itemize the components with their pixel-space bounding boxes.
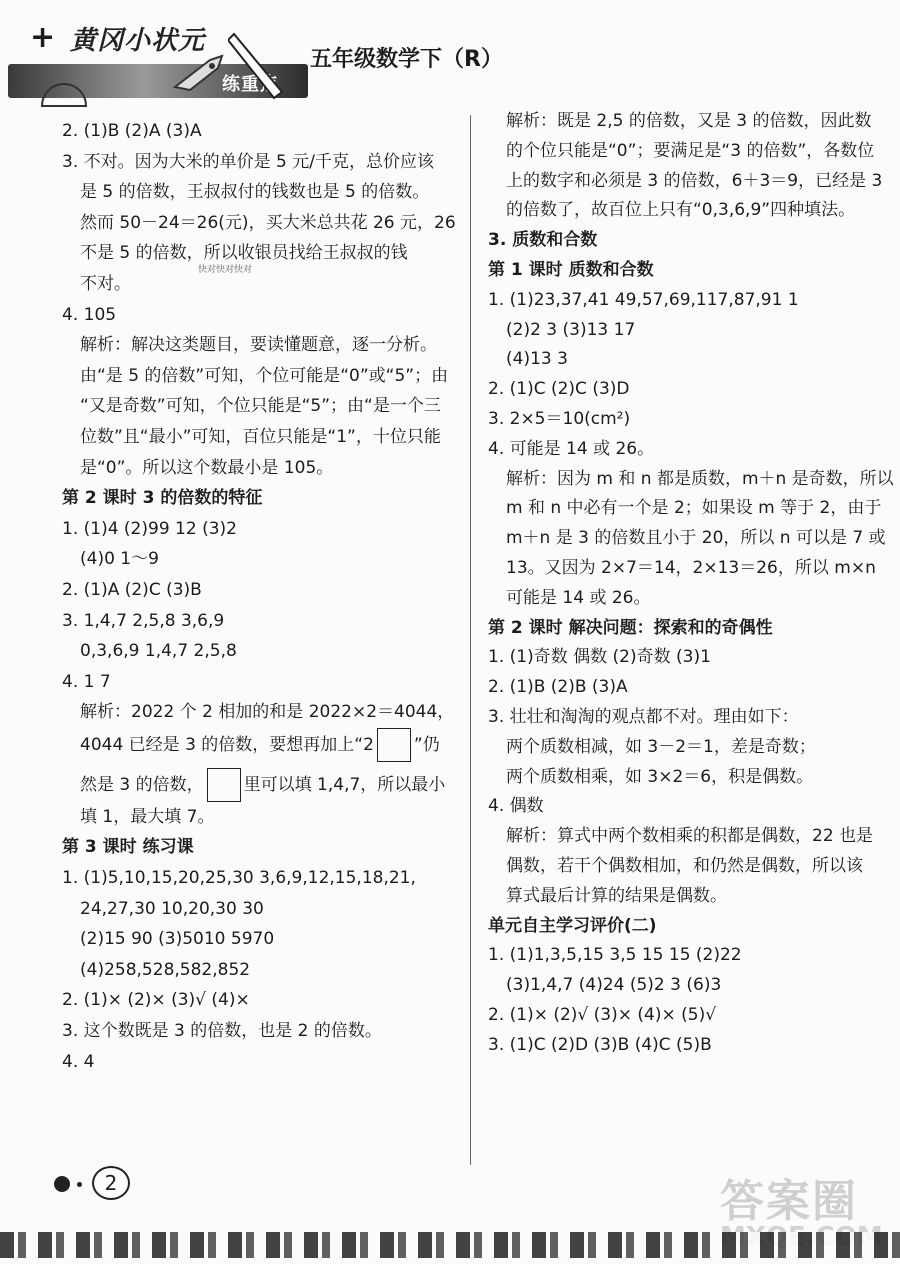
box-line-2 [62,768,462,802]
answer-line: 2. (1)B (2)B (3)A [488,677,628,698]
answer-line: 0,3,6,9 1,4,7 2,5,8 [80,641,237,662]
answer-line: 不是 5 的倍数，所以收银员找给王叔叔的钱 [80,243,408,264]
answer-line: 4. 可能是 14 或 26。 [488,438,655,459]
answer-line: 填 1，最大填 7。 [80,806,215,827]
section-heading: 第 1 课时 质数和合数 [488,259,654,280]
answer-line: (4)0 1～9 [80,549,159,570]
answer-line: 然而 50－24＝26(元)，买大米总共花 26 元，26 [80,212,456,233]
answer-line: 是“0”。所以这个数最小是 105。 [80,457,334,478]
answer-line: 3. 不对。因为大米的单价是 5 元/千克，总价应该 [62,151,434,172]
section-heading: 第 2 课时 解决问题：探索和的奇偶性 [488,617,773,638]
box-line-1 [62,728,462,762]
answer-line: 3. 这个数既是 3 的倍数，也是 2 的倍数。 [62,1021,382,1042]
answer-line: 24,27,30 10,20,30 30 [80,898,264,919]
answer-line: 解析：既是 2,5 的倍数，又是 3 的倍数，因此数 [506,111,872,131]
answer-line: 解析：解决这类题目，要读懂题意，逐一分析。 [80,335,437,356]
answer-line: 可能是 14 或 26。 [506,587,651,608]
site-watermark: 答案圈 [720,1176,858,1227]
plus-mark: + [30,20,56,55]
answer-line: 2. (1)C (2)C (3)D [488,379,630,400]
answer-line: (4)258,528,582,852 [80,959,251,980]
bullet-dot [54,1176,70,1192]
answer-line: 4. 偶数 [488,796,544,817]
text-fragment: 然是 3 的倍数， [80,774,204,795]
right-column [488,107,898,1061]
small-dot [77,1182,82,1187]
answer-line: 解析：算式中两个数相乘的积都是偶数，22 也是 [506,826,874,847]
stamp-watermark: 快对快对快对 [198,265,253,275]
grade-title: 五年级数学下（R） [310,47,503,72]
page-number-badge [44,1160,184,1200]
answer-line: 的倍数了，故百位上只有“0,3,6,9”四种填法。 [506,200,856,221]
answer-line: 4. 4 [62,1051,95,1072]
brand-logo-text: 黄冈小状元 [70,26,206,56]
answer-line: 1. (1)奇数 偶数 (2)奇数 (3)1 [488,647,711,668]
answer-line: 1. (1)5,10,15,20,25,30 3,6,9,12,15,18,21, [62,868,416,889]
answer-line: 2. (1)× (2)√ (3)× (4)× (5)√ [488,1004,717,1025]
text-fragment: 4044 已经是 3 的倍数，要想再加上“2 [80,734,374,755]
answer-line: 1. (1)23,37,41 49,57,69,117,87,91 1 [488,289,799,310]
brand-subtitle: 练重点 [222,74,279,95]
page-number: 2 [92,1166,130,1200]
answer-line: 2. (1)B (2)A (3)A [62,121,202,141]
answer-line: 13。又因为 2×7＝14，2×13＝26，所以 m×n [506,557,876,578]
answer-line: 3. 1,4,7 2,5,8 3,6,9 [62,610,225,631]
text-fragment: ”仍 [413,734,440,755]
answer-line: 位数”且“最小”可知，百位只能是“1”，十位只能 [80,426,441,447]
answer-line: 3. 壮壮和淘淘的观点都不对。理由如下： [488,706,799,727]
answer-line: 2. (1)A (2)C (3)B [62,579,202,600]
answer-line: 1. (1)1,3,5,15 3,5 15 15 (2)22 [488,945,742,966]
answer-line: (4)13 3 [506,349,568,370]
answer-line: 3. 2×5＝10(cm²) [488,408,631,429]
protractor-icon [40,70,90,110]
bottom-edge-strip [0,1232,900,1258]
answer-line: 两个质数相减，如 3－2＝1，差是奇数； [506,736,816,757]
answer-line: 解析：因为 m 和 n 都是质数，m＋n 是奇数，所以 [506,468,894,489]
answer-line: 2. (1)× (2)× (3)√ (4)× [62,990,250,1011]
answer-line: 3. (1)C (2)D (3)B (4)C (5)B [488,1034,712,1055]
answer-line: 是 5 的倍数，王叔叔付的钱数也是 5 的倍数。 [80,182,430,203]
answer-line: 4. 1 7 [62,671,111,692]
answer-line: m＋n 是 3 的倍数且小于 20，所以 n 可以是 7 或 [506,528,886,549]
blank-box [207,768,241,802]
answer-line: 不对。 [80,273,131,294]
answer-line: (2)2 3 (3)13 17 [506,319,636,340]
column-divider [470,115,471,1165]
answer-line: (2)15 90 (3)5010 5970 [80,929,275,950]
answer-line: 由“是 5 的倍数”可知，个位可能是“0”或“5”；由 [80,365,449,386]
ruler-icon [228,30,288,100]
answer-line: (3)1,4,7 (4)24 (5)2 3 (6)3 [506,975,722,996]
answer-line: m 和 n 中必有一个是 2；如果设 m 等于 2，由于 [506,498,882,519]
answer-line: 1. (1)4 (2)99 12 (3)2 [62,518,237,539]
answer-line: 两个质数相乘，如 3×2＝6，积是偶数。 [506,766,814,787]
answer-line: 解析：2022 个 2 相加的和是 2022×2＝4044， [80,702,455,723]
text-fragment: 里可以填 1,4,7，所以最小 [243,774,446,795]
page-header [0,0,900,110]
answer-line: “又是奇数”可知，个位只能是“5”；由“是一个三 [80,396,441,417]
section-heading: 第 2 课时 3 的倍数的特征 [62,488,263,509]
section-heading: 第 3 课时 练习课 [62,837,194,858]
blank-box [377,728,411,762]
section-heading: 3. 质数和合数 [488,230,598,251]
answer-line: 上的数字和必须是 3 的倍数，6＋3＝9，已经是 3 [506,170,883,191]
answer-line: 偶数，若干个偶数相加，和仍然是偶数，所以该 [506,855,863,876]
answer-line: 4. 105 [62,304,117,325]
answer-line: 的个位只能是“0”；要满足是“3 的倍数”，各数位 [506,140,875,161]
rocket-icon [170,52,230,92]
section-heading: 单元自主学习评价(二) [488,915,657,936]
answer-line: 算式最后计算的结果是偶数。 [506,885,727,906]
left-column [62,116,462,1077]
